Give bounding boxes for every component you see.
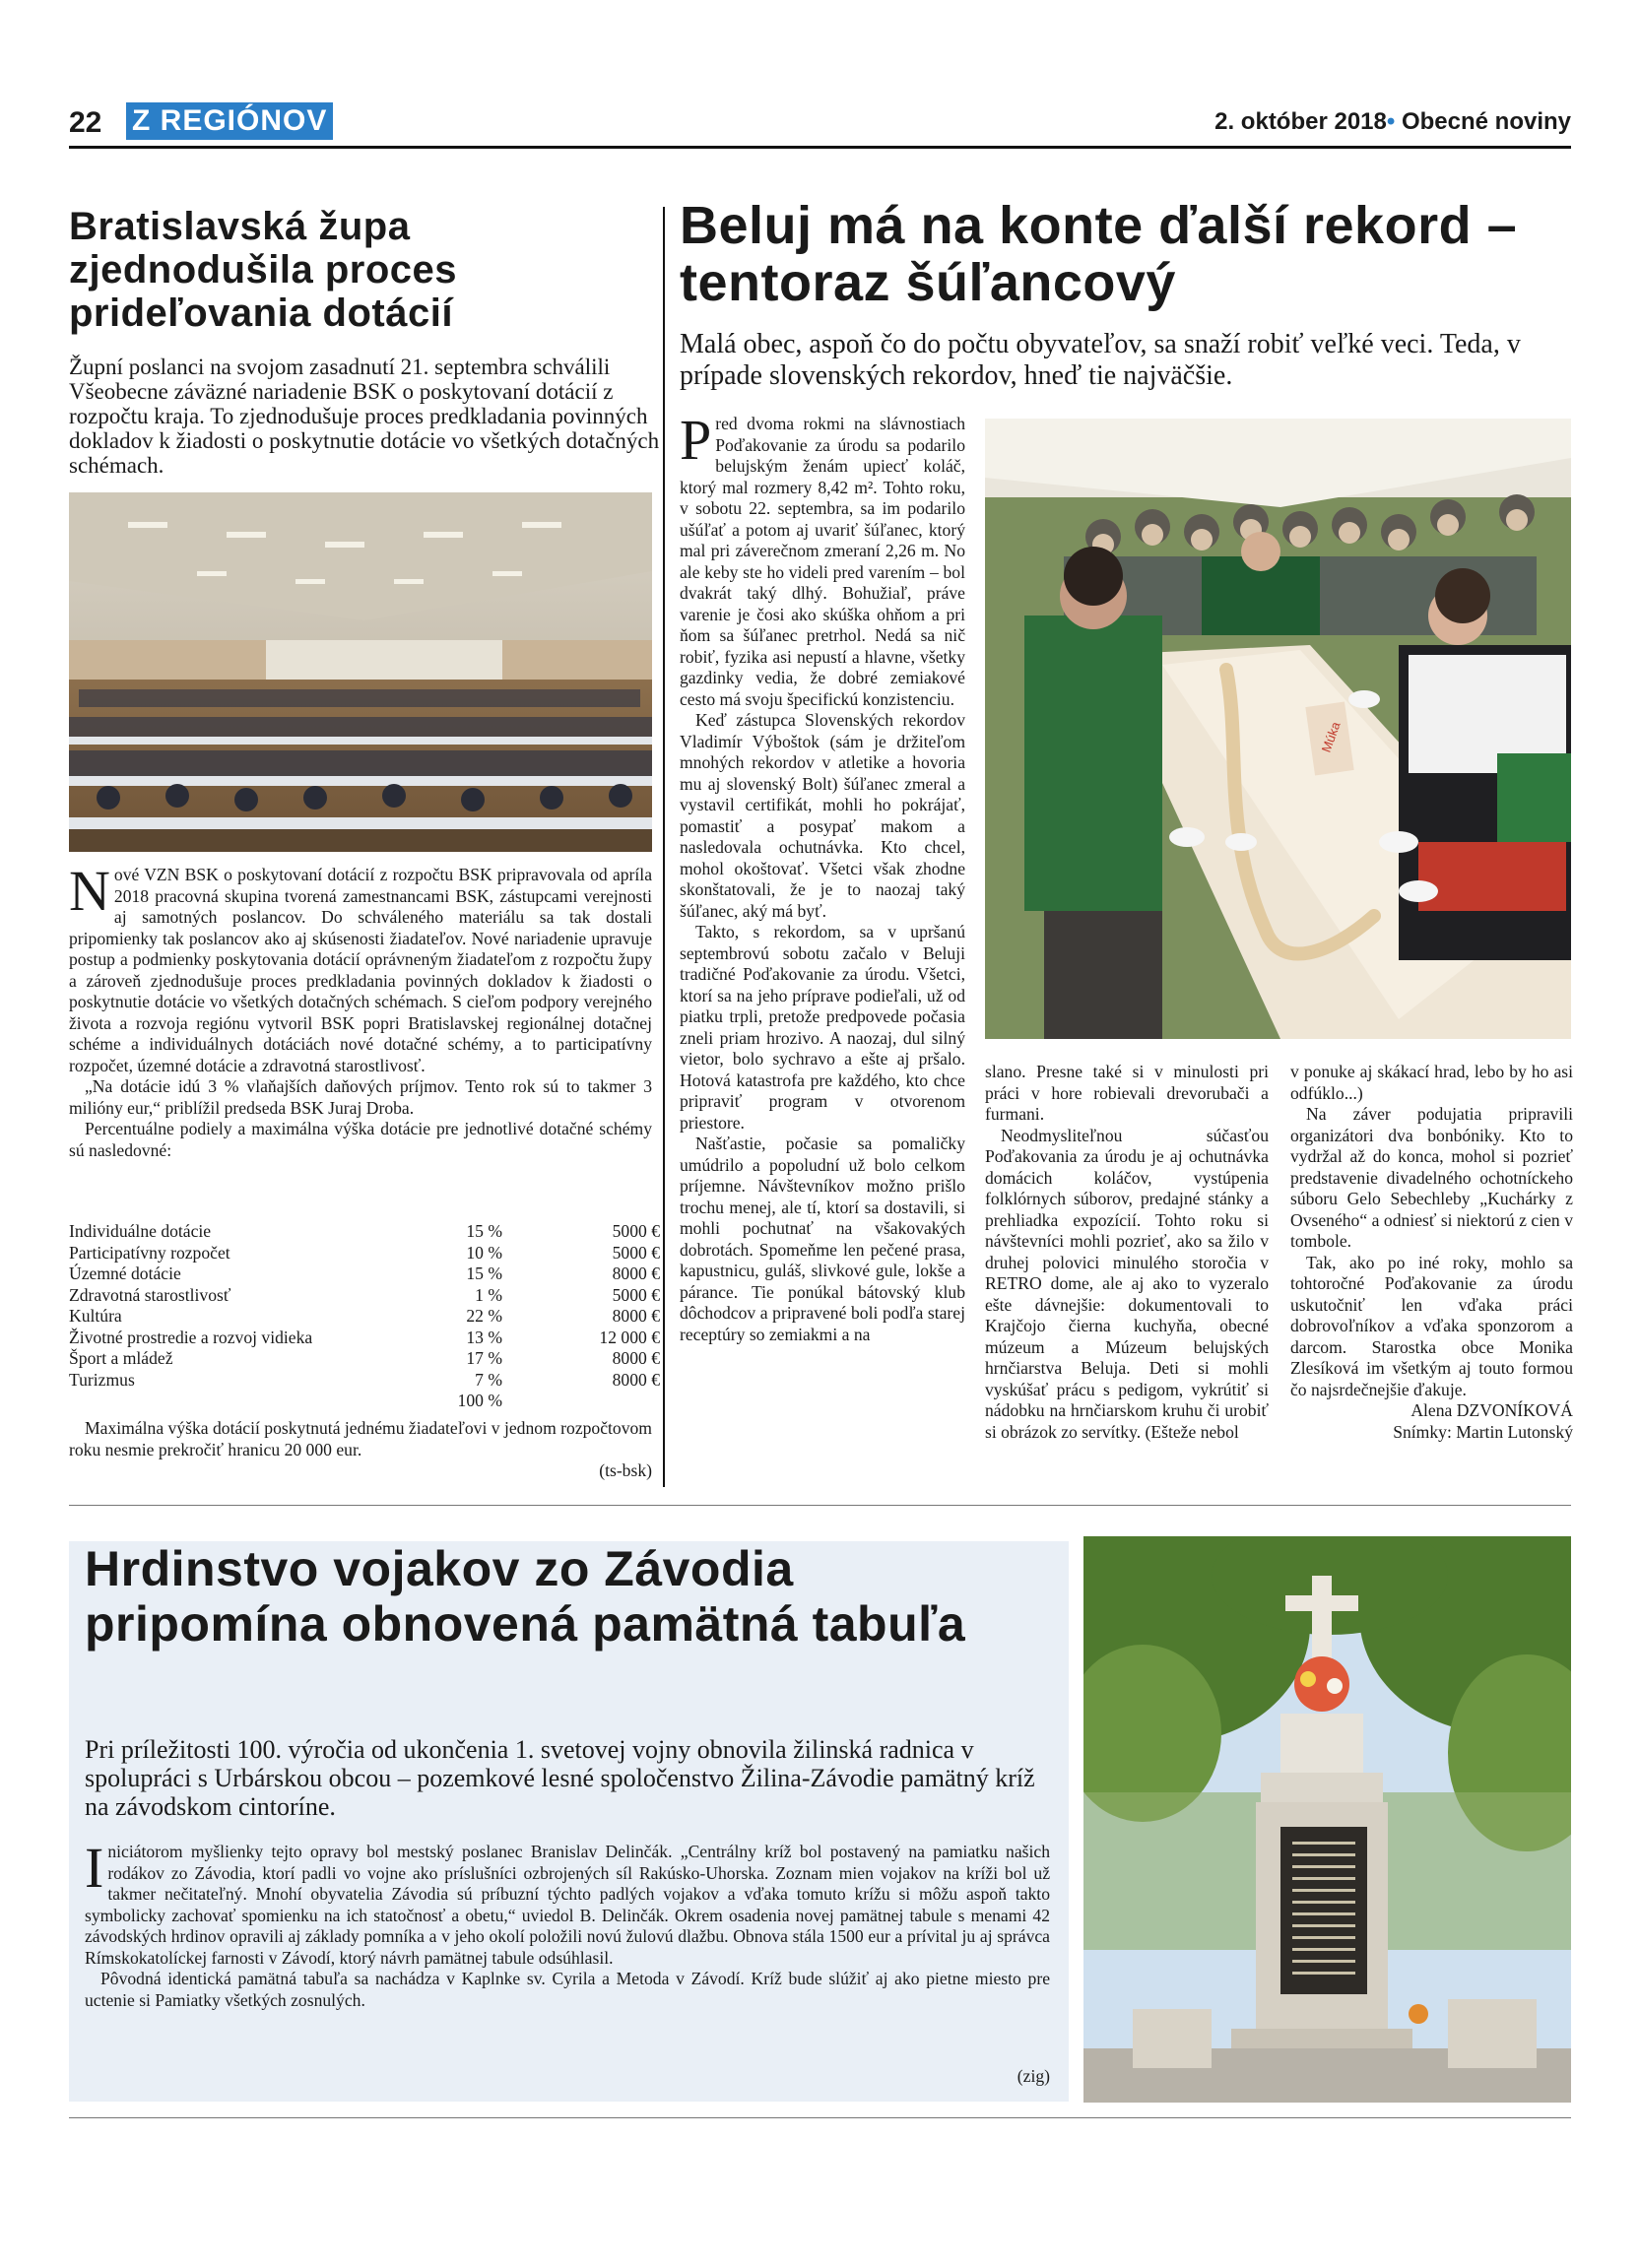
table-cell: 12 000 € [599,1327,660,1347]
table-cell: 8000 € [612,1264,660,1283]
flour-bag-label: Múka [1318,719,1344,754]
photo-assembly-hall [69,492,652,852]
table-cell: 15 % [466,1264,502,1283]
body-bottom [85,1836,1050,2011]
table-cell: Individuálne dotácie [69,1221,212,1241]
paragraph: red dvoma rokmi na slávnostiach Poďakovanie za úrodu sa podarilo belujským ženám upiecť koláč, ktorý mal rozmery 8,42 m². Tohto roku, v sobotu 22. septembra, sa im podarilo ušúľať a potom aj uvariť šúľanec, ktorý mal pri záverečnom zmeraní 2,26 m. No ale keby ste ho videli pred varením – bol dvakrát taký dlhý. Bohužiaľ, práve varenie je čosi ako skúška ohňom a pri ňom sa šúľanec pretrhol. Nedá sa nič robiť, fyzika asi nepustí a hlavne, všetky gazdinky vedia, že dobré zemiakové cesto má svoju špecifickú konzistenciu. [680,414,965,709]
table-cell: 1 % [475,1284,502,1305]
table-cell: Územné dotácie [69,1264,181,1283]
photo-memorial-cross [1083,1536,1571,2103]
table-cell: 8000 € [612,1306,660,1326]
bullet: • [1386,108,1396,135]
table-cell: 5000 € [612,1242,660,1263]
photo-sulance-record [985,419,1571,1039]
paragraph: Tak, ako po iné roky, mohlo sa tohtoročné Poďakovanie za úrodu uskutočniť len vďaka práci dobrovoľníkov a vďaka sponzorom a darcom. Starostka obce Monika Zlesíková im všetkým aj touto formou čo najsrdečnejšie ďakuje. [1290,1252,1573,1399]
paragraph: niciátorom myšlienky tejto opravy bol mestský poslanec Branislav Delinčák. „Centrálny kríž bol postavený na pamiatku našich rodákov zo Závodia, ktorí padli vo vojne ako príslušníci ozbrojených síl Rakúsko-Uhorska. Zoznam mien vojakov na kríži bol už takmer nečitateľný. Mnohí obyvatelia Závodia sú príbuzní týchto padlých vojakov a vďaka tomuto krížu si môžu aspoň takto symbolicky zachovať spomienku na ich statočnosť a obetu,“ uviedol B. Delinčák. Okrem osadenia novej pamätnej tabule s menami 42 závodských hrdinov opravili aj základy pomníka a v jeho okolí položili novú žulovú dlažbu. Obnova stála 1500 eur a prívital ju aj správca Rímskokatolíckej farnosti v Závodí, ktorý návrh pamätnej tabule odsúhlasil. [85,1842,1050,1968]
table-cell: 5000 € [612,1221,660,1241]
paragraph: Na záver podujatia pripravili organizátori dva bonbóniky. Kto to vydržal až do konca, mohol si pozrieť predstavenie divadelného ochotníckeho súboru Gelo Sebechleby „Kuchárky z Ovseného“ a odniesť si niektorú z cien v tombole. [1290,1104,1573,1251]
paragraph: Maximálna výška dotácií poskytnutá jednému žiadateľovi v jednom rozpočtovom roku nesmie prekročiť hranicu 20 000 eur. [69,1418,652,1459]
headline-bottom: Hrdinstvo vojakov zo Závodia pripomína obnovená pamätná tabuľa [85,1541,966,1652]
table-cell [502,1391,660,1412]
table-cell: 8000 € [612,1369,660,1390]
table-cell: 7 % [475,1369,502,1390]
paragraph: Keď zástupca Slovenských rekordov Vladimír Výboštok (sám je držiteľom mnohých rekordov v atletike a hovoria mu aj slovenský Bolt) šúľanec zmeral a vystavil certifikát, mohli ho pokrájať, pomastiť a posypať makom a nasledovala ochutnávka. Kto chcel, mohol okoštovať. Všetci však zhodne skonštatovali, že je to naozaj taký šúľanec, aký má byť. [680,710,965,921]
lead-right: Malá obec, aspoň čo do počtu obyvateľov, sa snaží robiť veľké veci. Teda, v prípade slovenských rekordov, hneď tie najväčšie. [680,329,1521,391]
lead-bottom: Pri príležitosti 100. výročia od ukončenia 1. svetovej vojny obnovila žilinská radnica v spolupráci s Urbárskou obcou – pozemkové lesné spoločenstvo Žilina-Závodie pamätný kríž na závodskom cintoríne. [85,1735,1035,1821]
section-label: Z REGIÓNOV [126,102,333,140]
headline-left: Bratislavská župa zjednodušila proces prideľovania dotácií [69,205,458,335]
paragraph: Takto, s rekordom, sa v upršanú septembrovú sobotu začalo v Beluji tradičné Poďakovanie za úrodu. Všetci, ktorí sa na jeho príprave podieľali, už od piatku trpli, pretože predpovede počasia zneli priam hrozivo. A naozaj, dul silný vietor, bolo sychravo a ešte aj pršalo. Hotová katastrofa pre každého, kto chce pripraviť program v otvorenom priestore. [680,922,965,1133]
drop-cap: I [85,1836,104,1900]
photo-credit: Snímky: Martin Lutonský [1393,1421,1573,1442]
table-cell: 17 % [466,1348,502,1368]
table-cell: Kultúra [69,1306,122,1326]
drop-cap: N [69,859,110,923]
paper-name: Obecné noviny [1401,108,1571,135]
paragraph: ové VZN BSK o poskytovaní dotácií z rozpočtu BSK pripravovala od apríla 2018 pracovná skupina tvorená zamestnancami BSK, zástupcami verejnosti aj samotných poslancov. Do schváleného materiálu sa tak dostali pripomienky tak poslancov ako aj skúsenosti žiadateľov. Nové nariadenie upravuje postup a podmienky poskytovania dotácií oprávneným žiadateľom z rozpočtu župy a zároveň zjednodušuje proces predkladania povinných dokladov k žiadosti o poskytnutie dotácie vo všetkých dotačných schémach. S cieľom podpory verejného života a rozvoja regiónu vytvoril BSK popri Bratislavskej regionálnej dotačnej schéme a individuálnych dotáciách nové dotačné schémy, a to participatívny rozpočet, územné dotácie a zdravotná starostlivosť. [69,865,652,1075]
table-cell: 22 % [466,1306,502,1326]
body-left-end [69,1418,652,1482]
table-cell [69,1391,424,1412]
table-cell: 13 % [466,1327,502,1347]
table-row [69,1306,660,1328]
signature: (ts-bsk) [599,1460,652,1480]
paragraph: v ponuke aj skákací hrad, lebo by ho asi odfúklo...) [1290,1062,1573,1103]
table-cell: 5000 € [612,1284,660,1305]
table-row [69,1243,660,1264]
paragraph: „Na dotácie idú 3 % vlaňajších daňových príjmov. Tento rok sú to takmer 3 milióny eur,“ priblížil predseda BSK Juraj Droba. [69,1076,652,1118]
table-cell: 8000 € [612,1348,660,1368]
issue-date: 2. október 2018 [1214,108,1387,135]
author: Alena DZVONÍKOVÁ [1410,1400,1573,1420]
table-cell: Turizmus [69,1369,135,1390]
table-cell: 100 % [457,1391,502,1410]
dateline [1214,108,1571,136]
paragraph: Neodmysliteľnou súčasťou Poďakovania za úrodu je aj ochutnávka domácich koláčov, vystúpenia folklórnych súborov, predajné stánky a prehliadka expozícií. Tohto roku si návštevníci mohli pozrieť, ako sa žilo v druhej polovici minulého storočia v RETRO dome, ale aj ako to vyzeralo ešte dávnejšie: dokumentovali to Krajčojo čierna kuchyňa, obecné múzeum a Múzeum belujských hrnčiarstva Beluja. Deti si mohli vyskúšať prácu s pedigom, vykrútiť si nádobku na hrnčiarskom kruhu či urobiť si obrázok zo servítky. (Ešteže nebol [985,1125,1269,1442]
column-separator [663,207,665,1487]
subsidy-table [69,1221,660,1412]
table-row [69,1328,660,1349]
table-row [69,1221,660,1243]
table-row [69,1370,660,1392]
drop-cap: P [680,408,712,472]
body-left [69,859,652,1161]
section-divider [69,1505,1571,1506]
paragraph: Pôvodná identická pamätná tabuľa sa nachádza v Kaplnke sv. Cyrila a Metoda v Závodí. Kríž bude slúžiť aj ako pietne miesto pre uctenie si Pamiatky všetkých zosnulých. [85,1969,1050,2010]
signature: (zig) [1017,2066,1050,2086]
lead-left: Župní poslanci na svojom zasadnutí 21. septembra schválili Všeobecne záväzné nariadenie BSK o poskytovaní dotácií z rozpočtu kraja. To zjednodušuje proces predkladania povinných dokladov k žiadosti o poskytnutie dotácie vo všetkých dotačných schémach. [69,355,660,478]
paragraph: Percentuálne podiely a maximálna výška dotácie pre jednotlivé dotačné schémy sú nasledovné: [69,1119,652,1160]
table-row [69,1391,660,1412]
table-cell: Zdravotná starostlivosť [69,1284,231,1305]
page-number: 22 [69,106,102,139]
headline-right: Beluj má na konte ďalší rekord – tentoraz šúľancový [680,196,1518,312]
table-row [69,1348,660,1370]
header-rule [69,146,1571,149]
table-cell: Participatívny rozpočet [69,1242,230,1263]
table-cell: 15 % [466,1221,502,1241]
table-cell: Šport a mládež [69,1348,173,1368]
table-row [69,1285,660,1307]
table-cell: 10 % [466,1242,502,1263]
body-right-col3 [1290,1062,1573,1443]
paragraph: slano. Presne také si v minulosti pri práci v hore robievali drevorubači a furmani. [985,1062,1269,1124]
footer-rule [69,2117,1571,2118]
body-right-col1 [680,408,965,1345]
body-right-col2 [985,1062,1269,1443]
paragraph: Našťastie, počasie sa pomaličky umúdrilo a popoludní už bolo celkom príjemne. Návštevníkov možno prišlo trochu menej, ale tí, ktorí sa dostavili, si mohli pochutnať na všakovakých dobrotách. Spomeňme len pečené prasa, kapustnicu, guláš, slivkové gule, lokše a párance. Tie ponúkal bátovský klub dôchodcov a pripravené boli podľa starej receptúry so zemiakmi a na [680,1134,965,1344]
table-cell: Životné prostredie a rozvoj vidieka [69,1327,313,1347]
table-row [69,1264,660,1285]
